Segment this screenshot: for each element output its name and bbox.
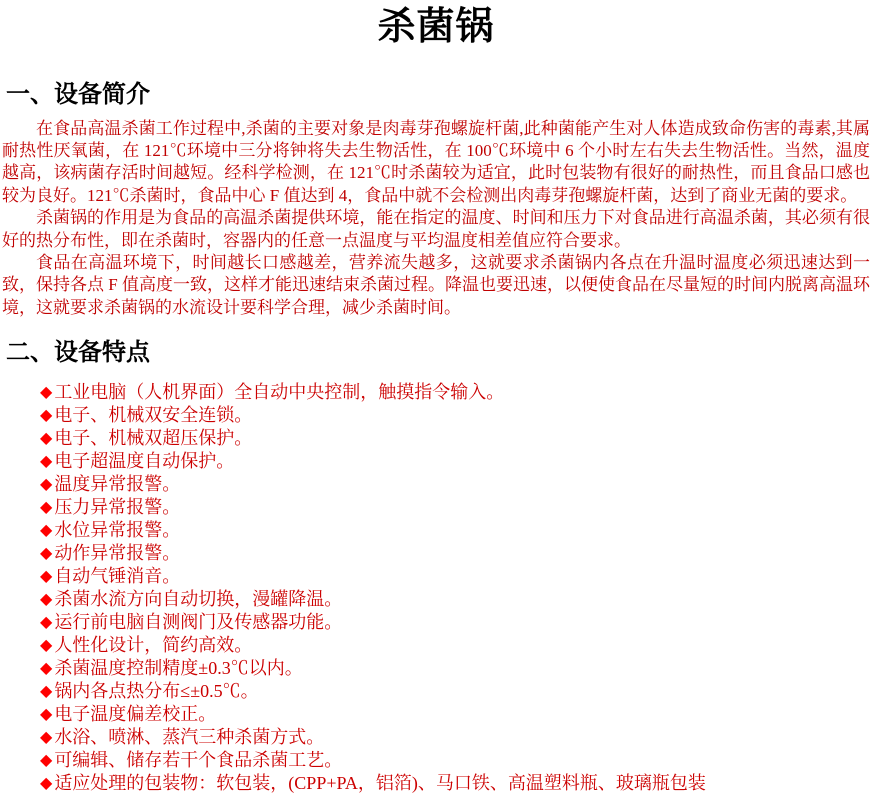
feature-text: 工业电脑（人机界面）全自动中央控制，触摸指令输入。 [54, 382, 505, 403]
diamond-bullet-icon: ◆ [40, 683, 53, 701]
diamond-bullet-icon: ◆ [40, 752, 53, 770]
list-item [40, 381, 870, 404]
diamond-bullet-icon: ◆ [40, 568, 53, 586]
document-title: 杀菌锅 [377, 6, 495, 48]
feature-text: 水浴、喷淋、蒸汽三种杀菌方式。 [54, 727, 325, 748]
feature-text: 可编辑、储存若干个食品杀菌工艺。 [54, 750, 343, 771]
list-item [40, 519, 870, 542]
list-item [40, 634, 870, 657]
list-item [40, 404, 870, 427]
feature-text: 电子、机械双超压保护。 [54, 428, 253, 449]
list-item [40, 772, 870, 795]
diamond-bullet-icon: ◆ [40, 660, 53, 678]
diamond-bullet-icon: ◆ [40, 476, 53, 494]
list-item [40, 450, 870, 473]
list-item [40, 473, 870, 496]
list-item [40, 726, 870, 749]
diamond-bullet-icon: ◆ [40, 637, 53, 655]
feature-text: 水位异常报警。 [54, 520, 181, 541]
section-2-heading: 二、设备特点 [6, 339, 150, 367]
intro-paragraph-3: 食品在高温环境下，时间越长口感越差，营养流失越多，这就要求杀菌锅内各点在升温时温度必须迅速达到一致，保持各点 F 值高度一致，这样才能迅速结束杀菌过程。降温也要迅速，以便使食品在尽量短的时间内脱离高温环境，这就要求杀菌锅的水流设计要科学合理，减少杀菌时间。 [2, 252, 870, 317]
list-item [40, 657, 870, 680]
diamond-bullet-icon: ◆ [40, 729, 53, 747]
feature-text: 适应处理的包装物：软包装，(CPP+PA，铝箔)、马口铁、高温塑料瓶、玻璃瓶包装 [54, 773, 706, 794]
diamond-bullet-icon: ◆ [40, 453, 53, 471]
list-item [40, 611, 870, 634]
list-item [40, 565, 870, 588]
feature-text: 人性化设计，简约高效。 [54, 635, 253, 656]
diamond-bullet-icon: ◆ [40, 522, 53, 540]
diamond-bullet-icon: ◆ [40, 614, 53, 632]
list-item [40, 703, 870, 726]
diamond-bullet-icon: ◆ [40, 706, 53, 724]
list-item [40, 588, 870, 611]
feature-text: 温度异常报警。 [54, 474, 181, 495]
feature-text: 电子、机械双安全连锁。 [54, 405, 253, 426]
diamond-bullet-icon: ◆ [40, 430, 53, 448]
diamond-bullet-icon: ◆ [40, 384, 53, 402]
feature-text: 压力异常报警。 [54, 497, 181, 518]
feature-text: 杀菌温度控制精度±0.3℃以内。 [54, 658, 303, 679]
feature-text: 动作异常报警。 [54, 543, 181, 564]
feature-text: 锅内各点热分布≤±0.5℃。 [54, 681, 259, 702]
intro-paragraph-1: 在食品高温杀菌工作过程中,杀菌的主要对象是肉毒芽孢螺旋杆菌,此种菌能产生对人体造成致命伤害的毒素,其属耐热性厌氧菌，在 121℃环境中三分将钟将失去生物活性，在 100℃环境中 6 个小时左右失去生物活性。当然，温度越高，该病菌存活时间越短。经科学检测，在 121℃时杀菌较为适宜，此时包装物有很好的耐热性，而且食品口感也较为良好。121℃杀菌时，食品中心 F 值达到 4，食品中就不会检测出肉毒芽孢螺旋杆菌，达到了商业无菌的要求。 [2, 118, 870, 205]
diamond-bullet-icon: ◆ [40, 545, 53, 563]
feature-text: 自动气锤消音。 [54, 566, 181, 587]
feature-list [2, 381, 870, 795]
section-1-heading: 一、设备简介 [6, 80, 150, 108]
list-item [40, 496, 870, 519]
diamond-bullet-icon: ◆ [40, 775, 53, 793]
feature-text: 电子超温度自动保护。 [54, 451, 235, 472]
list-item [40, 749, 870, 772]
list-item [40, 680, 870, 703]
diamond-bullet-icon: ◆ [40, 591, 53, 609]
feature-text: 运行前电脑自测阀门及传感器功能。 [54, 612, 343, 633]
diamond-bullet-icon: ◆ [40, 407, 53, 425]
list-item [40, 542, 870, 565]
feature-text: 杀菌水流方向自动切换，漫罐降温。 [54, 589, 343, 610]
intro-paragraph-2: 杀菌锅的作用是为食品的高温杀菌提供环境，能在指定的温度、时间和压力下对食品进行高温杀菌，其必须有很好的热分布性，即在杀菌时，容器内的任意一点温度与平均温度相差值应符合要求。 [2, 208, 870, 250]
list-item [40, 427, 870, 450]
feature-text: 电子温度偏差校正。 [54, 704, 217, 725]
diamond-bullet-icon: ◆ [40, 499, 53, 517]
